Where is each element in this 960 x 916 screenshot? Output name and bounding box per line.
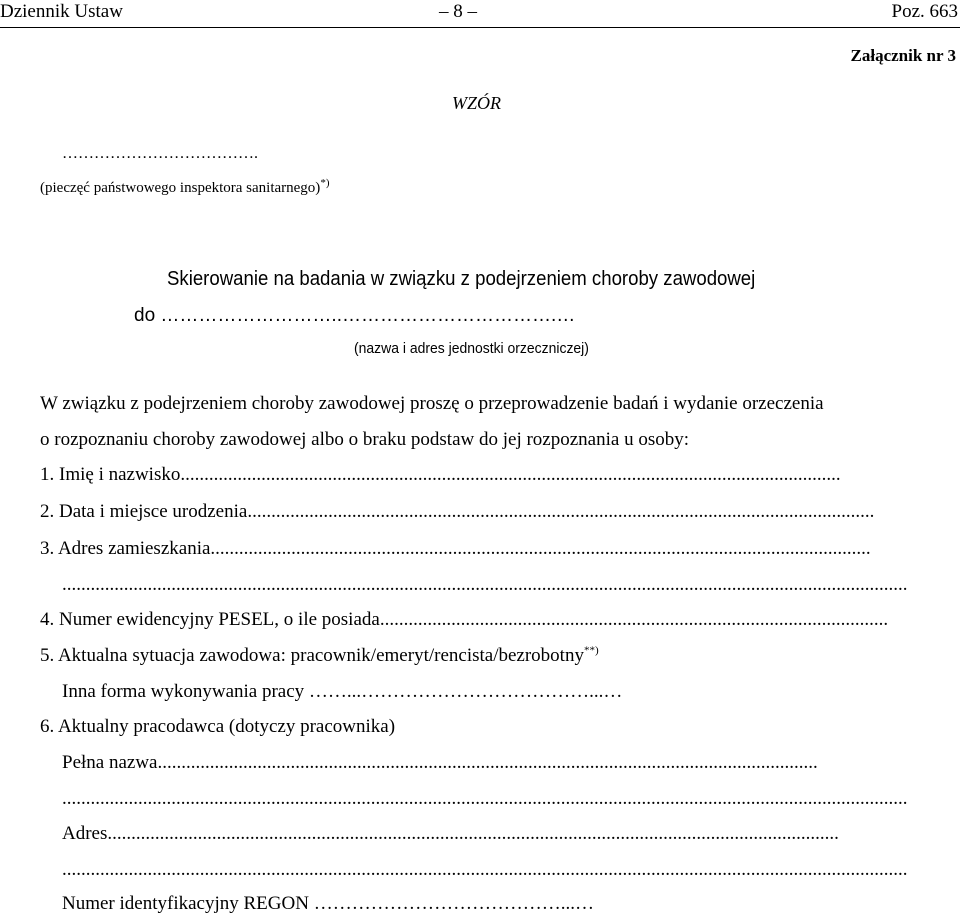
field-pesel bbox=[40, 608, 924, 632]
field-birth bbox=[40, 500, 924, 524]
field-birth-label: 2. Data i miejsce urodzenia bbox=[40, 501, 248, 522]
field-birth-dots: .................................................................................................................................... bbox=[247, 501, 875, 522]
field-address bbox=[40, 537, 924, 561]
field-employer-name-dots: ........................................................................................................................................... bbox=[157, 752, 818, 773]
field-pesel-dots: ........................................................................................................... bbox=[379, 609, 889, 630]
footnote-mark: *) bbox=[320, 177, 330, 189]
field-name-label: 1. Imię i nazwisko bbox=[40, 464, 181, 485]
field-regon-dots: …………………………………...… bbox=[313, 893, 594, 914]
field-work-status-label: 5. Aktualna sytuacja zawodowa: pracownik/emeryt/rencista/bezrobotny bbox=[40, 645, 584, 666]
field-name-dots: ........................................................................................................................................... bbox=[180, 464, 841, 485]
field-other-work bbox=[62, 680, 622, 704]
field-address-label: 3. Adres zamieszkania bbox=[40, 538, 211, 559]
field-pesel-label: 4. Numer ewidencyjny PESEL, o ile posiada bbox=[40, 609, 380, 630]
addressee-dots: ………………………..…………………………….… bbox=[160, 305, 576, 326]
footnote-mark-2: **) bbox=[583, 644, 599, 657]
field-employer-name-line-2: .................................................................................................................................................................................. bbox=[62, 788, 908, 809]
field-employer-address-label: Adres bbox=[62, 823, 108, 844]
stamp-caption-text: (pieczęć państwowego inspektora sanitarnego) bbox=[40, 180, 321, 196]
field-employer-address-dots: .......................................................................................................................................................... bbox=[107, 823, 839, 844]
field-other-work-label: Inna forma wykonywania pracy bbox=[62, 681, 305, 702]
field-address-line-2: .................................................................................................................................................................................. bbox=[62, 574, 908, 595]
field-employer-address bbox=[62, 822, 924, 846]
field-employer-name-label: Pełna nazwa bbox=[62, 752, 158, 773]
template-label: WZÓR bbox=[452, 93, 501, 113]
intro-line-2: o rozpoznaniu choroby zawodowej albo o braku podstaw do jej rozpoznania u osoby: bbox=[40, 429, 689, 450]
field-other-work-dots: ……...………………………………...… bbox=[308, 681, 623, 702]
field-work-status bbox=[40, 644, 599, 668]
document-title: Skierowanie na badania w związku z podejrzeniem choroby zawodowej bbox=[167, 268, 756, 290]
addressee-line bbox=[134, 303, 575, 329]
journal-title: Dziennik Ustaw bbox=[0, 1, 123, 22]
addressee-caption: (nazwa i adres jednostki orzeczniczej) bbox=[354, 340, 589, 357]
intro-line-1: W związku z podejrzeniem choroby zawodowej proszę o przeprowadzenie badań i wydanie orzeczenia bbox=[40, 393, 824, 414]
addressee-prefix: do bbox=[134, 305, 156, 326]
field-employer: 6. Aktualny pracodawca (dotyczy pracownika) bbox=[40, 716, 396, 737]
page-number: – 8 – bbox=[439, 1, 477, 22]
annex-label: Załącznik nr 3 bbox=[850, 46, 956, 65]
stamp-dots: ………………………………. bbox=[62, 145, 258, 162]
field-employer-address-line-2: .................................................................................................................................................................................. bbox=[62, 859, 908, 880]
field-address-dots: ........................................................................................................................................... bbox=[210, 538, 871, 559]
field-regon bbox=[62, 892, 594, 916]
header-rule bbox=[0, 27, 960, 28]
stamp-caption bbox=[40, 178, 329, 198]
field-name bbox=[40, 463, 924, 487]
field-regon-label: Numer identyfikacyjny REGON bbox=[62, 893, 309, 914]
position-number: Poz. 663 bbox=[891, 1, 958, 22]
field-employer-name bbox=[62, 751, 924, 775]
